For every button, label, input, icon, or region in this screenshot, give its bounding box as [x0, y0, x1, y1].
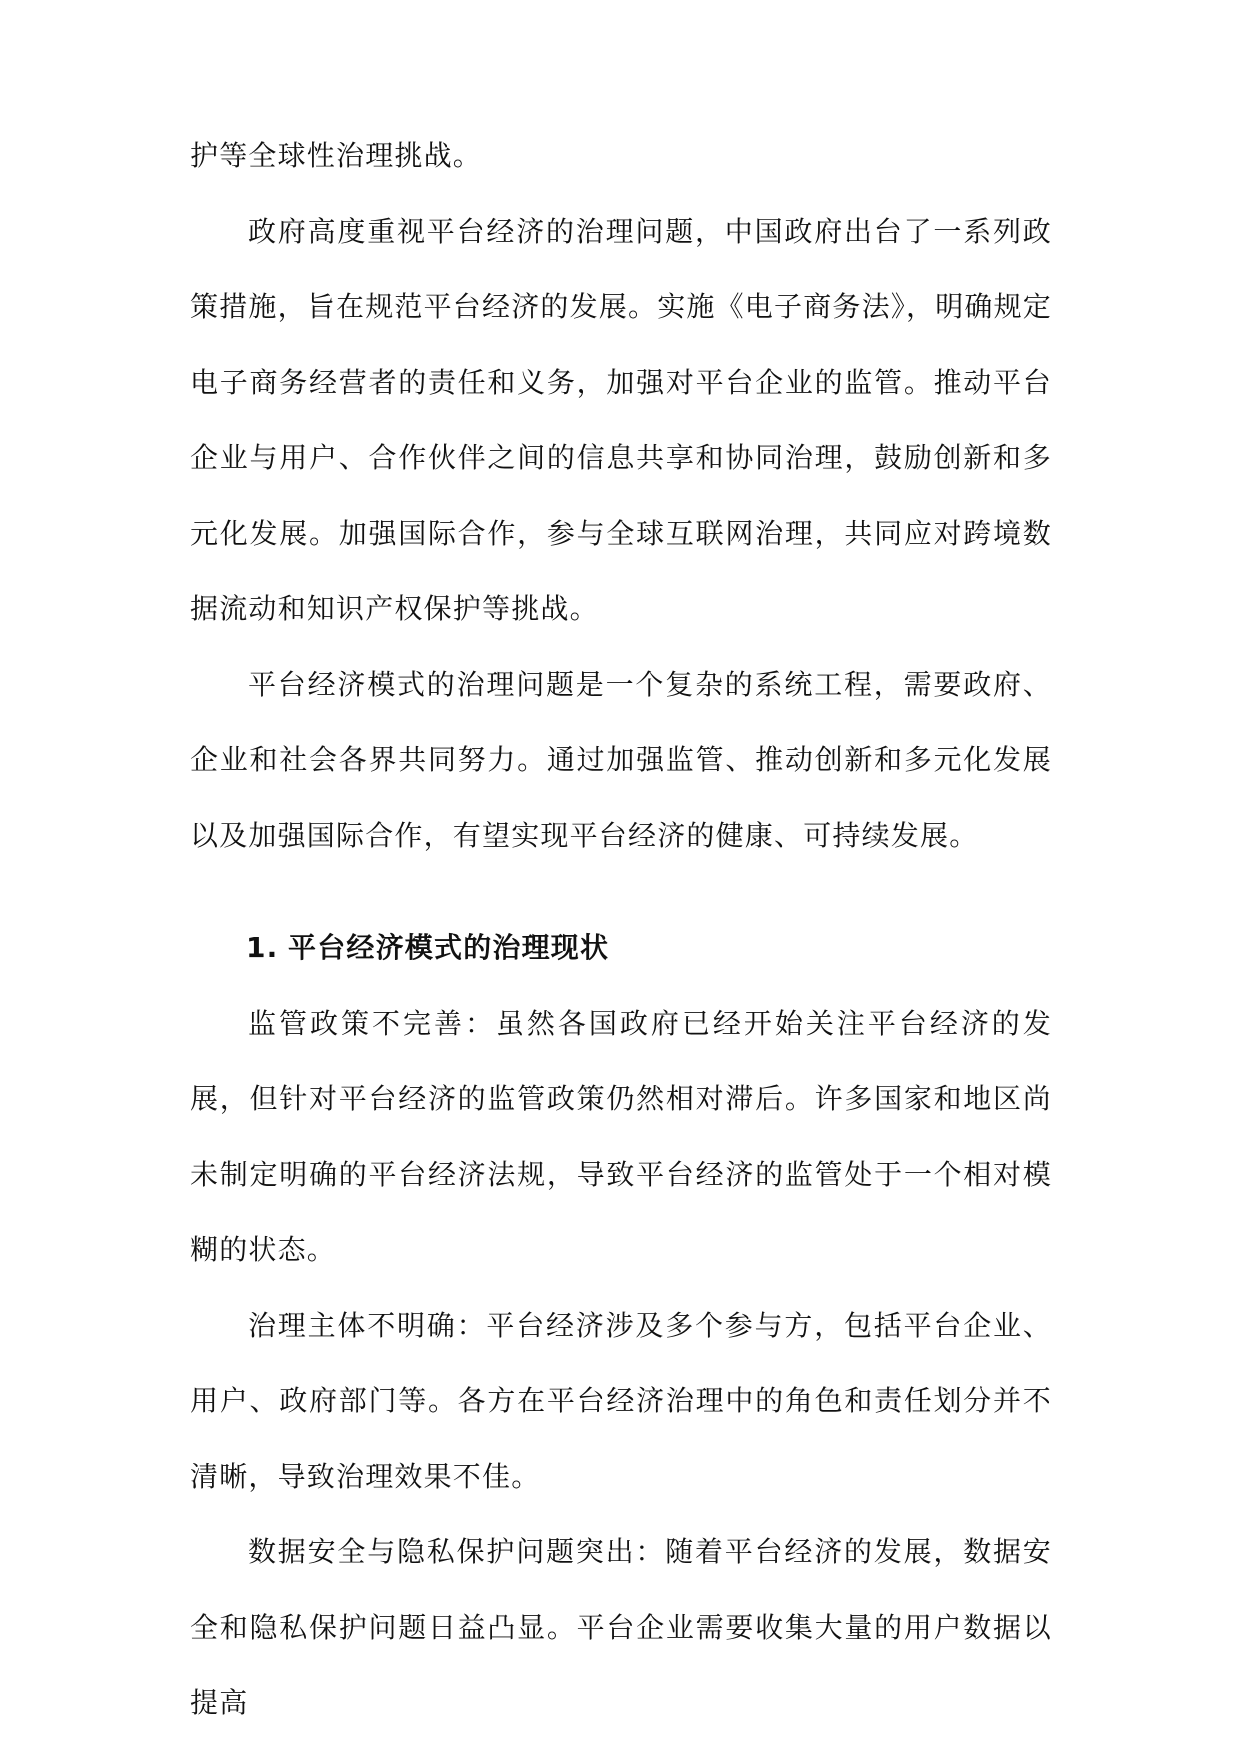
paragraph-data-security: 数据安全与隐私保护问题突出：随着平台经济的发展，数据安全和隐私保护问题日益凸显。平台企业需要收集大量的用户数据以提高	[190, 1535, 1052, 1719]
section-heading	[190, 910, 1052, 986]
paragraph-regulation: 监管政策不完善：虽然各国政府已经开始关注平台经济的发展，但针对平台经济的监管政策仍然相对滞后。许多国家和地区尚未制定明确的平台经济法规，导致平台经济的监管处于一个相对模糊的状态。	[190, 1006, 1052, 1266]
section-title: 平台经济模式的治理现状	[288, 931, 610, 964]
paragraph-governance-summary: 平台经济模式的治理问题是一个复杂的系统工程，需要政府、企业和社会各界共同努力。通过加强监管、推动创新和多元化发展以及加强国际合作，有望实现平台经济的健康、可持续发展。	[190, 667, 1052, 852]
section-number: 1.	[246, 931, 279, 964]
section-spacer	[190, 873, 1052, 910]
paragraph-governance-subject: 治理主体不明确：平台经济涉及多个参与方，包括平台企业、用户、政府部门等。各方在平台经济治理中的角色和责任划分并不清晰，导致治理效果不佳。	[190, 1308, 1052, 1493]
document-body	[190, 118, 1052, 1741]
paragraph-government-policy: 政府高度重视平台经济的治理问题，中国政府出台了一系列政策措施，旨在规范平台经济的发展。实施《电子商务法》，明确规定电子商务经营者的责任和义务，加强对平台企业的监管。推动平台企业与用户、合作伙伴之间的信息共享和协同治理，鼓励创新和多元化发展。加强国际合作，参与全球互联网治理，共同应对跨境数据流动和知识产权保护等挑战。	[190, 214, 1053, 625]
paragraph-continuation: 护等全球性治理挑战。	[190, 139, 483, 172]
